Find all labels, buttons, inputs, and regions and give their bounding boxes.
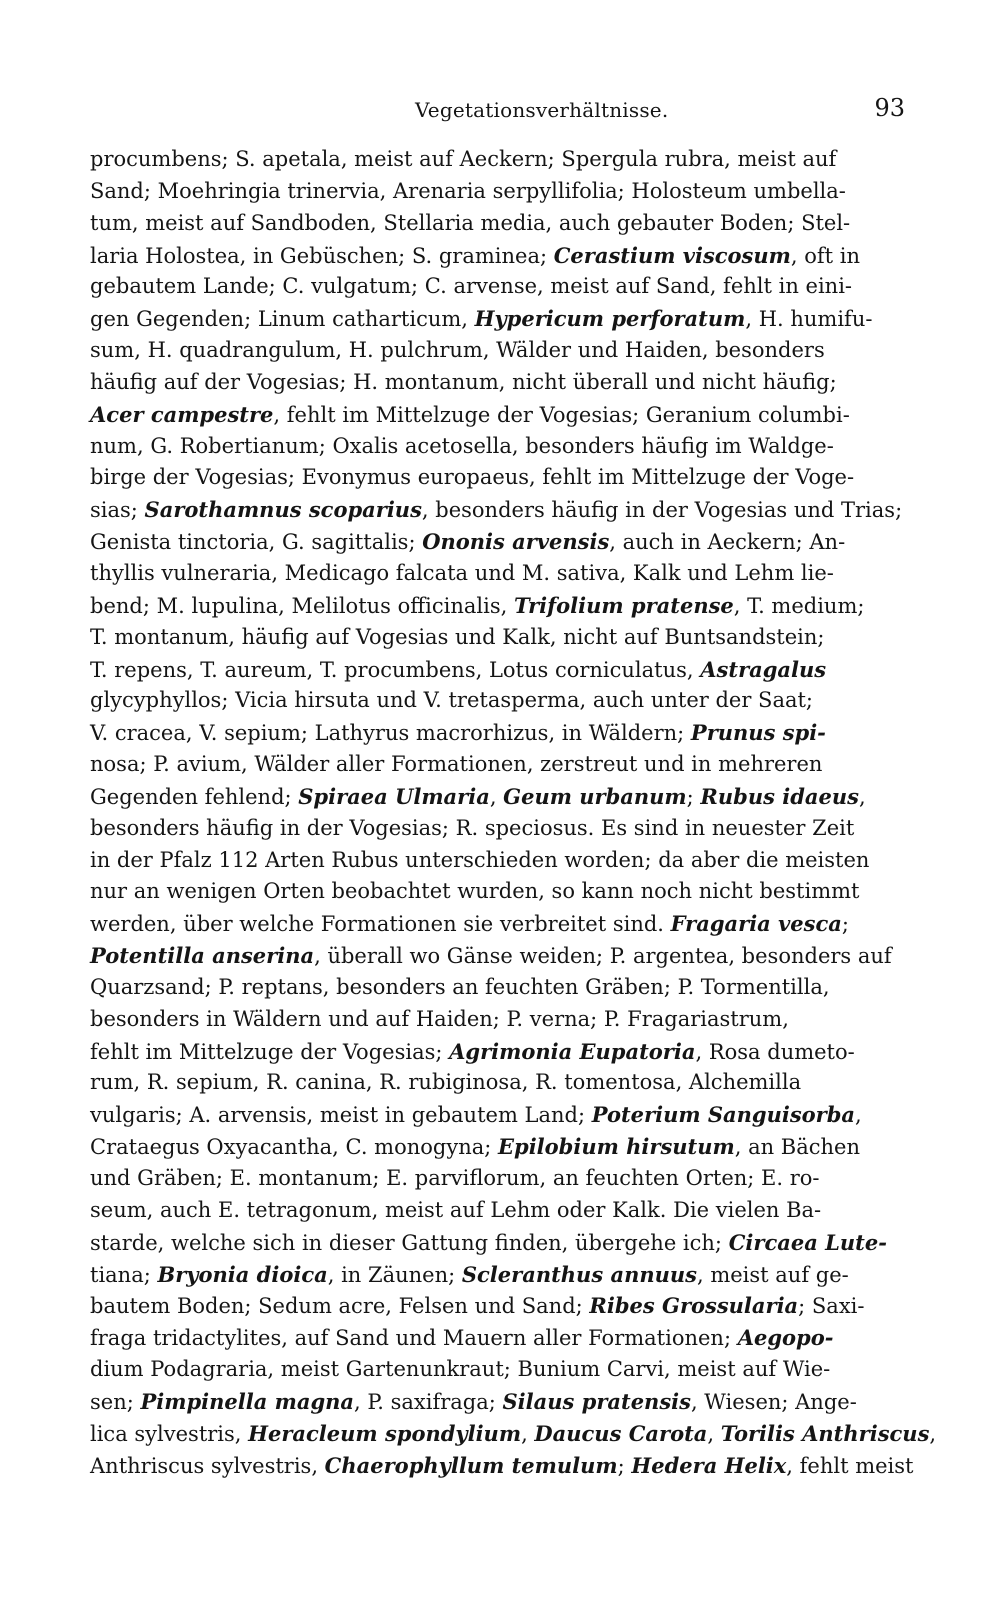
text-line-6: gen Gegenden; Linum catharticum, Hypericum perforatum, H. humifu- <box>90 306 873 332</box>
species-name: Aegopo- <box>737 1325 834 1351</box>
text-line-30: rum, R. sepium, R. canina, R. rubiginosa, R. tomentosa, Alchemilla <box>90 1070 802 1095</box>
text-line-16: T. montanum, häufig auf Vogesias und Kalk, nicht auf Buntsandstein; <box>90 624 825 649</box>
species-name: Poterium Sanguisorba <box>591 1102 856 1128</box>
text-line-32: Crataegus Oxyacantha, C. monogyna; Epilobium hirsutum, an Bächen <box>90 1134 860 1160</box>
species-name: Daucus Carota <box>534 1420 708 1446</box>
species-name: Prunus spi- <box>690 720 826 746</box>
species-name: Sarothamnus scoparius <box>144 497 422 523</box>
species-name: Rubus idaeus <box>700 783 859 809</box>
species-name: Fragaria vesca <box>670 911 842 937</box>
text-line-11: birge der Vogesias; Evonymus europaeus, fehlt im Mittelzuge der Voge- <box>90 465 855 490</box>
text-line-12: sias; Sarothamnus scoparius, besonders häufig in der Vogesias und Trias; <box>90 497 903 523</box>
text-line-17: T. repens, T. aureum, T. procumbens, Lotus corniculatus, Astragalus <box>90 656 827 682</box>
running-head: Vegetationsverhältnisse. <box>415 98 669 122</box>
text-line-37: bautem Boden; Sedum acre, Felsen und Sand; Ribes Grossularia; Saxi- <box>90 1293 865 1319</box>
text-line-36: tiana; Bryonia dioica, in Zäunen; Scleranthus annuus, meist auf ge- <box>90 1261 849 1287</box>
text-line-9: Acer campestre, fehlt im Mittelzuge der Vogesias; Geranium columbi- <box>90 401 850 427</box>
species-name: Acer campestre <box>90 401 274 427</box>
text-line-14: thyllis vulneraria, Medicago falcata und M. sativa, Kalk und Lehm lie- <box>90 560 834 585</box>
text-line-22: besonders häufig in der Vogesias; R. speciosus. Es sind in neuester Zeit <box>90 815 855 840</box>
text-line-24: nur an wenigen Orten beobachtet wurden, so kann noch nicht bestimmt <box>90 879 860 904</box>
species-name: Ribes Grossularia <box>589 1293 799 1319</box>
page-number: 93 <box>874 94 905 122</box>
species-name: Hypericum perforatum <box>474 306 746 332</box>
species-name: Heracleum spondylium <box>248 1420 522 1446</box>
text-line-29: fehlt im Mittelzuge der Vogesias; Agrimonia Eupatoria, Rosa dumeto- <box>90 1038 855 1064</box>
species-name: Astragalus <box>700 656 827 682</box>
species-name: Circaea Lute- <box>728 1229 887 1255</box>
text-line-20: nosa; P. avium, Wälder aller Formationen, zerstreut und in mehreren <box>90 752 823 777</box>
text-line-3: tum, meist auf Sandboden, Stellaria media, auch gebauter Boden; Stel- <box>90 210 851 235</box>
species-name: Pimpinella magna <box>140 1388 355 1414</box>
text-line-18: glycyphyllos; Vicia hirsuta und V. tretasperma, auch unter der Saat; <box>90 688 813 713</box>
species-name: Trifolium pratense <box>513 592 734 618</box>
species-name: Torilis Anthriscus <box>720 1420 930 1446</box>
text-line-27: Quarzsand; P. reptans, besonders an feuchten Gräben; P. Tormentilla, <box>90 974 830 999</box>
text-line-10: num, G. Robertianum; Oxalis acetosella, besonders häufig im Waldge- <box>90 433 834 458</box>
text-line-25: werden, über welche Formationen sie verbreitet sind. Fragaria vesca; <box>90 911 849 937</box>
species-name: Silaus pratensis <box>502 1388 691 1414</box>
page-header <box>90 94 905 134</box>
text-line-41: lica sylvestris, Heracleum spondylium, Daucus Carota, Torilis Anthriscus, <box>90 1420 937 1446</box>
text-line-31: vulgaris; A. arvensis, meist in gebautem Land; Poterium Sanguisorba, <box>90 1102 862 1128</box>
text-line-4: laria Holostea, in Gebüschen; S. graminea; Cerastium viscosum, oft in <box>90 242 860 268</box>
text-line-34: seum, auch E. tetragonum, meist auf Lehm oder Kalk. Die vielen Ba- <box>90 1197 822 1222</box>
text-line-39: dium Podagraria, meist Gartenunkraut; Bunium Carvi, meist auf Wie- <box>90 1357 831 1382</box>
text-line-7: sum, H. quadrangulum, H. pulchrum, Wälder und Haiden, besonders <box>90 338 825 363</box>
text-line-5: gebautem Lande; C. vulgatum; C. arvense, meist auf Sand, fehlt in eini- <box>90 274 853 299</box>
text-line-19: V. cracea, V. sepium; Lathyrus macrorhizus, in Wäldern; Prunus spi- <box>90 720 826 746</box>
text-line-15: bend; M. lupulina, Melilotus officinalis, Trifolium pratense, T. medium; <box>90 592 865 618</box>
text-line-1: procumbens; S. apetala, meist auf Aeckern; Spergula rubra, meist auf <box>90 147 837 171</box>
species-name: Epilobium hirsutum <box>498 1134 735 1160</box>
text-line-28: besonders in Wäldern und auf Haiden; P. verna; P. Fragariastrum, <box>90 1006 789 1031</box>
species-name: Scleranthus annuus <box>461 1261 697 1287</box>
text-line-21: Gegenden fehlend; Spiraea Ulmaria, Geum urbanum; Rubus idaeus, <box>90 783 866 809</box>
text-line-8: häufig auf der Vogesias; H. montanum, nicht überall und nicht häufig; <box>90 369 837 394</box>
species-name: Cerastium viscosum <box>553 242 791 268</box>
species-name: Spiraea Ulmaria <box>298 783 490 809</box>
species-name: Chaerophyllum temulum <box>324 1452 618 1478</box>
species-name: Bryonia dioica <box>157 1261 328 1287</box>
species-name: Ononis arvensis <box>422 529 610 555</box>
text-line-26: Potentilla anserina, überall wo Gänse weiden; P. argentea, besonders auf <box>90 943 892 969</box>
text-line-40: sen; Pimpinella magna, P. saxifraga; Silaus pratensis, Wiesen; Ange- <box>90 1388 857 1414</box>
text-line-23: in der Pfalz 112 Arten Rubus unterschieden worden; da aber die meisten <box>90 847 870 872</box>
text-line-38: fraga tridactylites, auf Sand und Mauern aller Formationen; Aegopo- <box>90 1325 834 1351</box>
text-line-35: starde, welche sich in dieser Gattung finden, übergehe ich; Circaea Lute- <box>90 1229 887 1255</box>
body-text <box>90 144 937 1481</box>
species-name: Potentilla anserina <box>90 943 315 969</box>
text-line-42: Anthriscus sylvestris, Chaerophyllum temulum; Hedera Helix, fehlt meist <box>90 1452 914 1478</box>
text-line-2: Sand; Moehringia trinervia, Arenaria serpyllifolia; Holosteum umbella- <box>90 178 846 203</box>
species-name: Hedera Helix <box>631 1452 787 1478</box>
species-name: Agrimonia Eupatoria <box>449 1038 696 1064</box>
text-line-33: und Gräben; E. montanum; E. parviflorum, an feuchten Orten; E. ro- <box>90 1166 820 1190</box>
species-name: Geum urbanum <box>503 783 687 809</box>
text-line-13: Genista tinctoria, G. sagittalis; Ononis arvensis, auch in Aeckern; An- <box>90 529 846 555</box>
